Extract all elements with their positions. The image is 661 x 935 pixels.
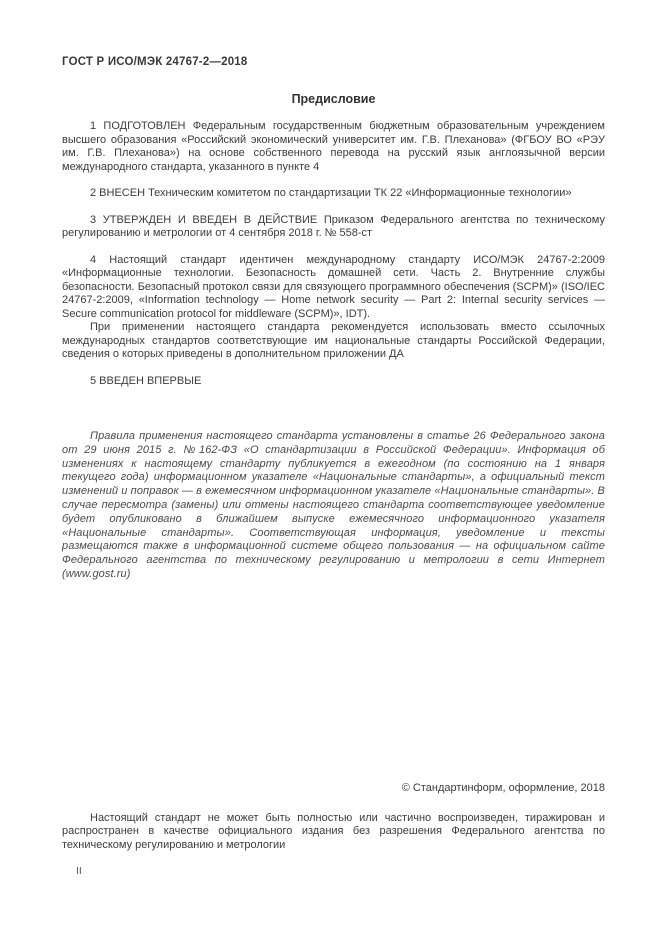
- application-rules-note: Правила применения настоящего стандарта установлены в статье 26 Федерального закона от 29 июня 2015 г. №162-ФЗ «О стандартизации в Российской Федерации». Информация об изменениях к настоящему стандарту публикуется в ежегодном (по состоянию на 1 января текущего года) информационном указателе «Национальные стандарты», а официальный текст изменений и поправок — в ежемесячном информационном указателе «Национальные стандарты». В случае пересмотра (замены) или отмены настоящего стандарта соответствующее уведомление будет опубликовано в ближайшем выпуске ежемесячного информационного указателя «Национальные стандарты». Соответствующая информация, уведомление и тексты размещаются также в информационной системе общего пользования — на официальном сайте Федерального агентства по техническому регулированию и метрологии в сети Интернет (www.gost.ru): [62, 430, 605, 580]
- clause-1-prepared-by: 1 ПОДГОТОВЛЕН Федеральным государственным бюджетным образовательным учреждением высшего образования «Российский экономический университет им. Г.В. Плеханова» (ФГБОУ ВО «РЭУ им. Г.В. Плеханова») на основе собственного перевода на русский язык англоязычной версии международного стандарта, указанного в пункте 4: [62, 120, 605, 173]
- clause-5-first-edition: 5 ВВЕДЕН ВПЕРВЫЕ: [90, 374, 202, 387]
- clause-3-approved-by: 3 УТВЕРЖДЕН И ВВЕДЕН В ДЕЙСТВИЕ Приказом Федерального агентства по техническому регулированию и метрологии от 4 сентября 2018 г. № 558-ст: [62, 213, 605, 239]
- reproduction-restriction-notice: Настоящий стандарт не может быть полностью или частично воспроизведен, тиражирован и распространен в качестве официального издания без разрешения Федерального агентства по техническому регулированию и метрологии: [62, 811, 605, 851]
- copyright-notice: © Стандартинформ, оформление, 2018: [401, 781, 605, 794]
- clause-4-application-note: При применении настоящего стандарта рекомендуется использовать вместо ссылочных международных стандартов соответствующие им национальные стандарты Российской Федерации, сведения о которых приведены в дополнительном приложении ДА: [62, 321, 605, 360]
- standard-designation: ГОСТ Р ИСО/МЭК 24767-2—2018: [62, 56, 248, 68]
- page-number: II: [76, 865, 82, 878]
- clause-4-identical-standard: 4 Настоящий стандарт идентичен международному стандарту ИСО/МЭК 24767-2:2009 «Информационные технологии. Безопасность домашней сети. Часть 2. Внутренние службы безопасности. Безопасный протокол связи для связующего программного обеспечения (SCPM)» (ISO/IEC 24767-2:2009, «Information technology — Home network security — Part 2: Internal security services — Secure communication protocol for middleware (SCPM)», IDT).: [62, 253, 605, 320]
- section-title: Предисловие: [291, 92, 376, 106]
- clause-2-submitted-by: 2 ВНЕСЕН Техническим комитетом по стандартизации ТК 22 «Информационные технологии»: [90, 187, 572, 199]
